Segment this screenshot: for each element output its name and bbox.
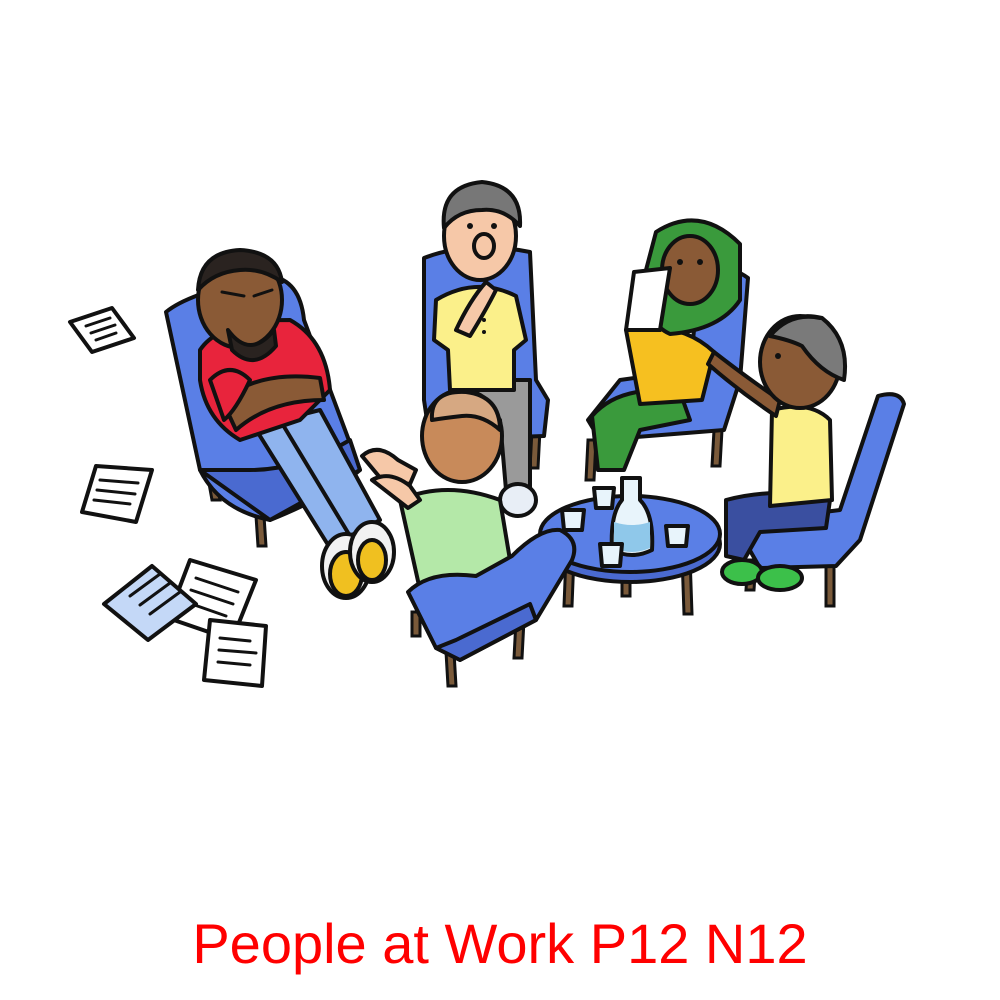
paper-1 — [70, 308, 134, 352]
paper-2 — [82, 466, 152, 522]
caption-title: People at Work P12 N12 — [192, 912, 808, 975]
paper-5 — [204, 620, 266, 686]
